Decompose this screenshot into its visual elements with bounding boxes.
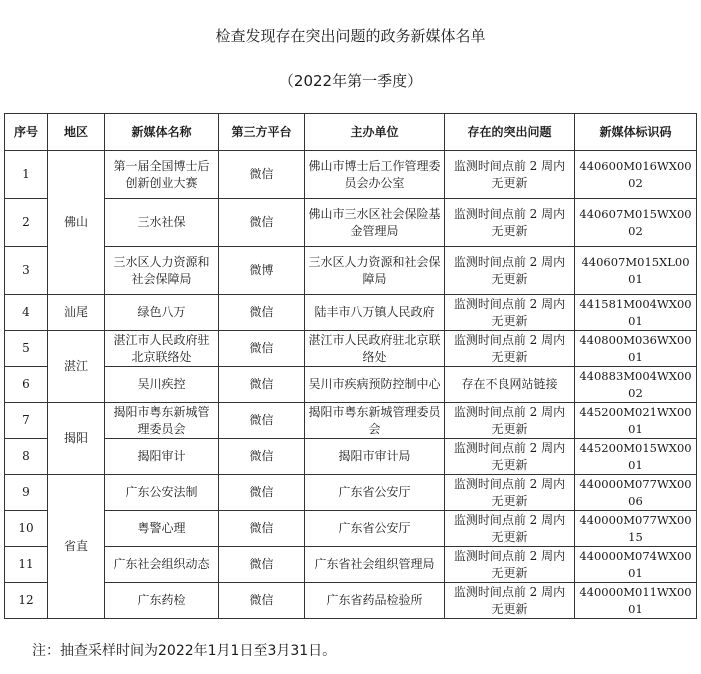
cell-name: 吴川疾控 — [105, 367, 219, 403]
table-row — [5, 439, 697, 475]
cell-platform: 微信 — [219, 475, 305, 511]
cell-region: 汕尾 — [48, 295, 105, 331]
cell-code: 440000M074WX0001 — [575, 547, 697, 583]
cell-no: 2 — [5, 199, 48, 247]
cell-code: 445200M021WX0001 — [575, 403, 697, 439]
cell-platform: 微信 — [219, 547, 305, 583]
cell-no: 7 — [5, 403, 48, 439]
cell-region: 湛江 — [48, 331, 105, 403]
cell-code: 440607M015XL0001 — [575, 247, 697, 295]
cell-no: 5 — [5, 331, 48, 367]
cell-name: 广东社会组织动态 — [105, 547, 219, 583]
table-row — [5, 199, 697, 247]
cell-code: 440000M011WX0001 — [575, 583, 697, 619]
cell-name: 揭阳市粤东新城管理委员会 — [105, 403, 219, 439]
cell-platform: 微博 — [219, 247, 305, 295]
table-row — [5, 511, 697, 547]
cell-name: 广东公安法制 — [105, 475, 219, 511]
header-region: 地区 — [48, 114, 105, 151]
cell-org: 揭阳市粤东新城管理委员会 — [305, 403, 445, 439]
cell-org: 吴川市疾病预防控制中心 — [305, 367, 445, 403]
cell-platform: 微信 — [219, 199, 305, 247]
cell-no: 10 — [5, 511, 48, 547]
cell-platform: 微信 — [219, 367, 305, 403]
cell-org: 广东省公安厅 — [305, 475, 445, 511]
cell-region: 揭阳 — [48, 403, 105, 475]
table-row — [5, 547, 697, 583]
cell-platform: 微信 — [219, 295, 305, 331]
table-row — [5, 295, 697, 331]
table-row — [5, 247, 697, 295]
header-org: 主办单位 — [305, 114, 445, 151]
cell-name: 揭阳审计 — [105, 439, 219, 475]
cell-issue: 监测时间点前 2 周内无更新 — [445, 403, 575, 439]
cell-issue: 存在不良网站链接 — [445, 367, 575, 403]
header-platform: 第三方平台 — [219, 114, 305, 151]
cell-issue: 监测时间点前 2 周内无更新 — [445, 151, 575, 199]
cell-issue: 监测时间点前 2 周内无更新 — [445, 295, 575, 331]
cell-org: 佛山市三水区社会保险基金管理局 — [305, 199, 445, 247]
cell-code: 440600M016WX0002 — [575, 151, 697, 199]
cell-org: 佛山市博士后工作管理委员会办公室 — [305, 151, 445, 199]
cell-no: 12 — [5, 583, 48, 619]
cell-issue: 监测时间点前 2 周内无更新 — [445, 475, 575, 511]
table-row — [5, 367, 697, 403]
document-title: 检查发现存在突出问题的政务新媒体名单 — [215, 27, 486, 45]
cell-code: 445200M015WX0001 — [575, 439, 697, 475]
cell-platform: 微信 — [219, 439, 305, 475]
cell-name: 绿色八万 — [105, 295, 219, 331]
cell-issue: 监测时间点前 2 周内无更新 — [445, 583, 575, 619]
cell-platform: 微信 — [219, 151, 305, 199]
cell-no: 6 — [5, 367, 48, 403]
cell-no: 8 — [5, 439, 48, 475]
cell-org: 揭阳市审计局 — [305, 439, 445, 475]
cell-org: 三水区人力资源和社会保障局 — [305, 247, 445, 295]
cell-issue: 监测时间点前 2 周内无更新 — [445, 511, 575, 547]
table-row — [5, 151, 697, 199]
cell-org: 广东省药品检验所 — [305, 583, 445, 619]
cell-code: 440607M015WX0002 — [575, 199, 697, 247]
cell-issue: 监测时间点前 2 周内无更新 — [445, 439, 575, 475]
cell-issue: 监测时间点前 2 周内无更新 — [445, 331, 575, 367]
header-issue: 存在的突出问题 — [445, 114, 575, 151]
cell-org: 广东省社会组织管理局 — [305, 547, 445, 583]
table-header-row — [5, 114, 697, 151]
table-row — [5, 403, 697, 439]
cell-no: 3 — [5, 247, 48, 295]
table-row — [5, 475, 697, 511]
cell-issue: 监测时间点前 2 周内无更新 — [445, 247, 575, 295]
cell-name: 湛江市人民政府驻北京联络处 — [105, 331, 219, 367]
cell-code: 440000M077WX0015 — [575, 511, 697, 547]
cell-code: 440000M077WX0006 — [575, 475, 697, 511]
cell-platform: 微信 — [219, 583, 305, 619]
cell-name: 三水区人力资源和社会保障局 — [105, 247, 219, 295]
cell-name: 第一届全国博士后创新创业大赛 — [105, 151, 219, 199]
header-no: 序号 — [5, 114, 48, 151]
cell-issue: 监测时间点前 2 周内无更新 — [445, 547, 575, 583]
cell-code: 440800M036WX0001 — [575, 331, 697, 367]
header-code: 新媒体标识码 — [575, 114, 697, 151]
table-row — [5, 331, 697, 367]
header-name: 新媒体名称 — [105, 114, 219, 151]
cell-code: 441581M004WX0001 — [575, 295, 697, 331]
cell-region: 省直 — [48, 475, 105, 619]
cell-no: 11 — [5, 547, 48, 583]
cell-issue: 监测时间点前 2 周内无更新 — [445, 199, 575, 247]
cell-name: 三水社保 — [105, 199, 219, 247]
media-list-table — [4, 113, 697, 619]
cell-no: 1 — [5, 151, 48, 199]
cell-region: 佛山 — [48, 151, 105, 295]
cell-name: 广东药检 — [105, 583, 219, 619]
cell-org: 广东省公安厅 — [305, 511, 445, 547]
cell-platform: 微信 — [219, 403, 305, 439]
cell-name: 粤警心理 — [105, 511, 219, 547]
cell-org: 陆丰市八万镇人民政府 — [305, 295, 445, 331]
document-subtitle: （2022年第一季度） — [278, 72, 423, 90]
cell-platform: 微信 — [219, 511, 305, 547]
cell-code: 440883M004WX0002 — [575, 367, 697, 403]
cell-no: 9 — [5, 475, 48, 511]
footnote: 注：抽查采样时间为2022年1月1日至3月31日。 — [32, 643, 337, 659]
cell-platform: 微信 — [219, 331, 305, 367]
cell-org: 湛江市人民政府驻北京联络处 — [305, 331, 445, 367]
table-row — [5, 583, 697, 619]
cell-no: 4 — [5, 295, 48, 331]
